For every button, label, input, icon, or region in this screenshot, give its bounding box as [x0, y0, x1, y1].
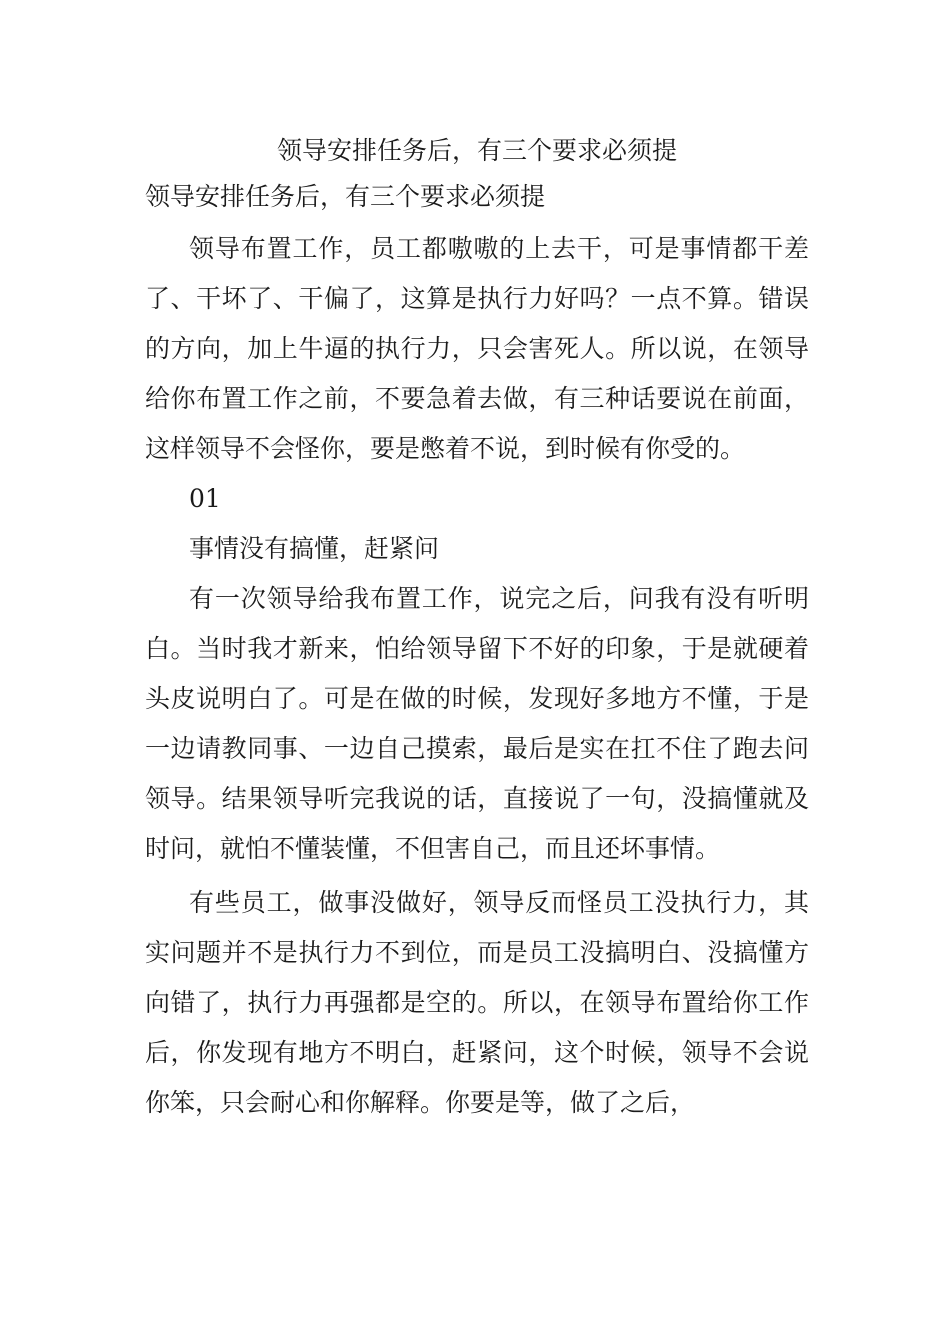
- section-number: 01: [189, 484, 221, 513]
- document-title: 领导安排任务后，有三个要求必须提: [276, 136, 677, 165]
- document-body: [145, 128, 809, 1128]
- section-heading: 事情没有搞懂，赶紧问: [189, 534, 440, 563]
- body-paragraph: 有一次领导给我布置工作，说完之后，问我有没有听明白。当时我才新来，怕给领导留下不好的印象，于是就硬着头皮说明白了。可是在做的时候，发现好多地方不懂，于是一边请教同事、一边自己摸索，最后是实在扛不住了跑去问领导。结果领导听完我说的话，直接说了一句，没搞懂就及时问，就怕不懂装懂，不但害自己，而且还坏事情。: [145, 584, 809, 863]
- document-subtitle: 领导安排任务后，有三个要求必须提: [145, 182, 546, 211]
- body-paragraph: 有些员工，做事没做好，领导反而怪员工没执行力，其实问题并不是执行力不到位，而是员工没搞明白、没搞懂方向错了，执行力再强都是空的。所以，在领导布置给你工作后，你发现有地方不明白，赶紧问，这个时候，领导不会说你笨，只会耐心和你解释。你要是等，做了之后，: [145, 888, 809, 1117]
- intro-paragraph: 领导布置工作，员工都嗷嗷的上去干，可是事情都干差了、干坏了、干偏了，这算是执行力好吗？一点不算。错误的方向，加上牛逼的执行力，只会害死人。所以说，在领导给你布置工作之前，不要急着去做，有三种话要说在前面，这样领导不会怪你，要是憋着不说，到时候有你受的。: [145, 234, 809, 463]
